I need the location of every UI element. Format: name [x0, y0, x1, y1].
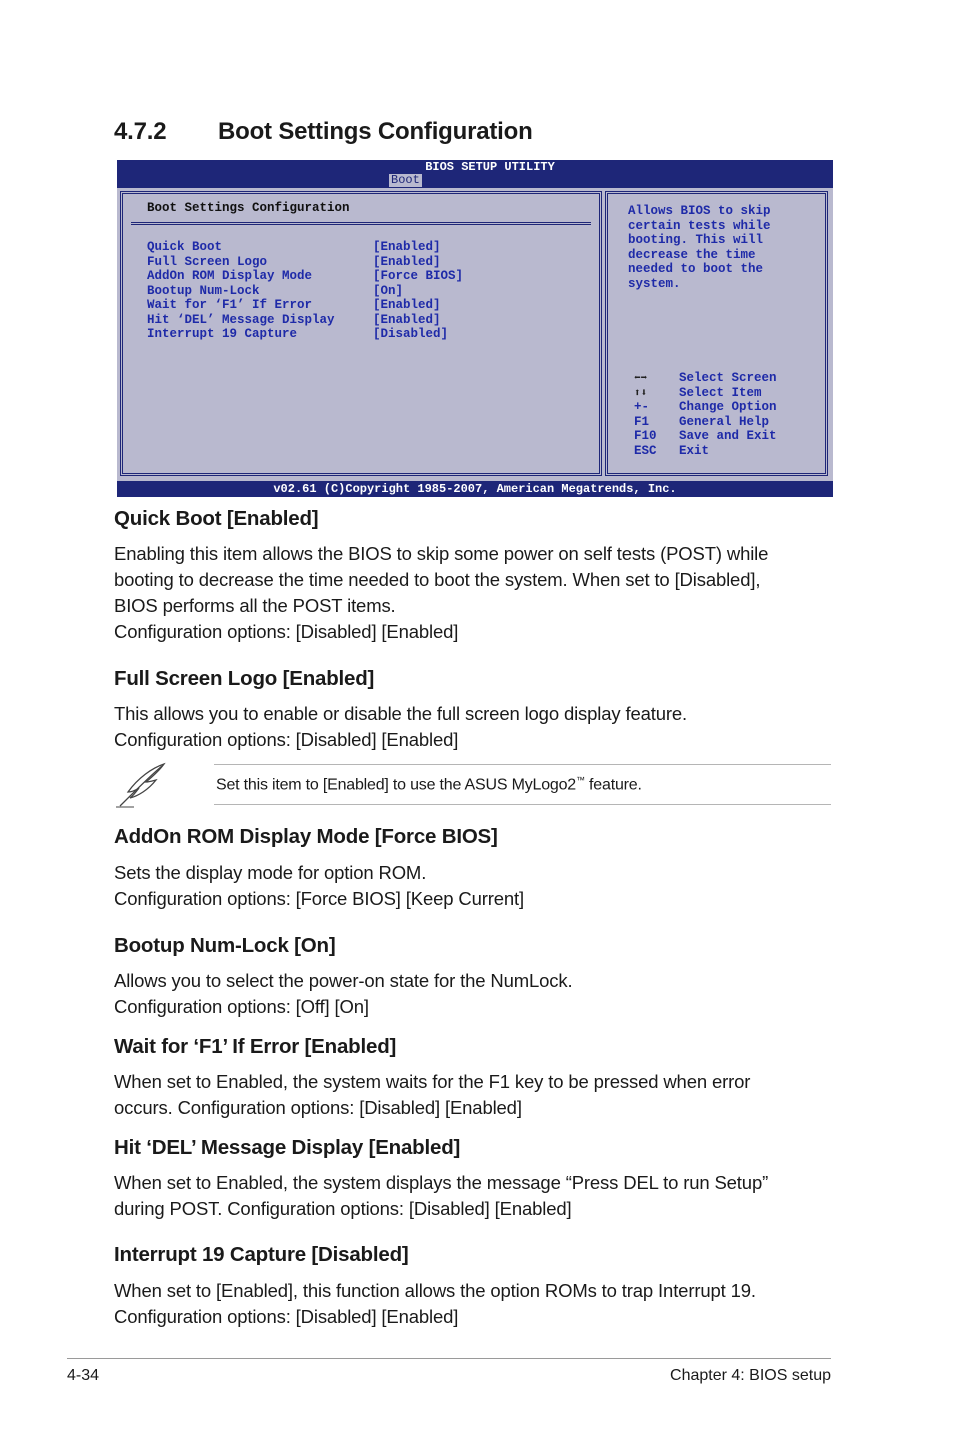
note-text-end: feature. — [584, 776, 642, 794]
up-down-arrows-icon: ⬆⬇ — [634, 385, 648, 399]
bios-key-row — [634, 400, 777, 415]
bios-body — [117, 188, 833, 481]
bios-key-row — [634, 429, 777, 444]
body-line: occurs. Configuration options: [Disabled] [Enabled] — [114, 1097, 522, 1118]
body-line: Sets the display mode for option ROM. — [114, 862, 427, 883]
note-rule-top — [214, 764, 831, 765]
bios-copyright: v02.61 (C)Copyright 1985-2007, American Megatrends, Inc. — [273, 482, 677, 496]
footer-rule — [67, 1358, 831, 1359]
bios-item-value: [Enabled] — [373, 254, 441, 269]
body-line: Enabling this item allows the BIOS to skip some power on self tests (POST) while — [114, 543, 769, 564]
bios-key: F1 — [634, 414, 650, 429]
chapter-label: Chapter 4: BIOS setup — [670, 1367, 831, 1384]
note-box — [114, 764, 831, 805]
item-heading-wait-for-f1: Wait for ‘F1’ If Error [Enabled] — [114, 1035, 397, 1058]
bios-key-action: Select Item — [679, 385, 762, 400]
item-body-wait-for-f1 — [114, 1069, 834, 1121]
bios-item-bootup-num-lock[interactable] — [147, 284, 463, 299]
body-line: When set to [Enabled], this function allows the option ROMs to trap Interrupt 19. — [114, 1280, 756, 1301]
item-body-bootup-num-lock — [114, 968, 834, 1020]
section-number: 4.7.2 — [114, 118, 167, 145]
body-line: booting to decrease the time needed to boot the system. When set to [Disabled], — [114, 569, 761, 590]
item-heading-interrupt-19: Interrupt 19 Capture [Disabled] — [114, 1243, 409, 1266]
bios-divider — [131, 222, 591, 225]
bios-item-hit-del-message[interactable] — [147, 313, 463, 328]
bios-item-label: Bootup Num-Lock — [147, 283, 260, 298]
bios-item-list — [147, 240, 463, 342]
bios-item-quick-boot[interactable] — [147, 240, 463, 255]
bios-item-full-screen-logo[interactable] — [147, 255, 463, 270]
bios-item-label: AddOn ROM Display Mode — [147, 269, 313, 283]
bios-item-value: [Disabled] — [373, 327, 449, 341]
item-heading-full-screen-logo: Full Screen Logo [Enabled] — [114, 667, 375, 690]
item-body-addon-rom — [114, 860, 834, 912]
section-title: Boot Settings Configuration — [218, 118, 533, 145]
body-line: Configuration options: [Disabled] [Enabled] — [114, 621, 459, 642]
bios-screenshot — [117, 160, 833, 497]
bios-key-action: Change Option — [679, 400, 777, 414]
bios-key: +- — [634, 400, 650, 414]
body-line: during POST. Configuration options: [Disabled] [Enabled] — [114, 1198, 572, 1219]
bios-item-label: Interrupt 19 Capture — [147, 327, 298, 341]
item-body-quick-boot — [114, 541, 834, 645]
bios-item-label: Quick Boot — [147, 240, 223, 254]
bios-key-row — [634, 415, 777, 430]
bios-key-action: Save and Exit — [679, 429, 777, 443]
item-heading-addon-rom: AddOn ROM Display Mode [Force BIOS] — [114, 825, 498, 848]
bios-tab-boot[interactable]: Boot — [391, 173, 420, 187]
bios-key-row — [634, 386, 777, 401]
note-rule-bottom — [214, 804, 831, 805]
bios-item-interrupt-19-capture[interactable] — [147, 327, 463, 342]
bios-key-row — [634, 444, 777, 459]
bios-item-label: Full Screen Logo — [147, 254, 268, 269]
section-heading — [114, 118, 533, 146]
bios-item-value: [Enabled] — [373, 240, 441, 254]
body-line: BIOS performs all the POST items. — [114, 595, 396, 616]
left-right-arrows-icon: ⬅➡ — [634, 371, 648, 384]
bios-item-wait-for-f1[interactable] — [147, 298, 463, 313]
bios-help-text: Allows BIOS to skip certain tests while booting. This will decrease the time needed to boot the system. — [628, 204, 771, 291]
bios-item-value: [On] — [373, 283, 404, 298]
item-heading-bootup-num-lock: Bootup Num-Lock [On] — [114, 934, 336, 957]
body-line: When set to Enabled, the system displays the message “Press DEL to run Setup” — [114, 1172, 769, 1193]
item-body-full-screen-logo — [114, 701, 834, 753]
bios-key-row — [634, 371, 777, 386]
bios-help-panel — [605, 191, 828, 476]
bios-key-action: Exit — [679, 443, 710, 458]
body-line: This allows you to enable or disable the full screen logo display feature. — [114, 703, 688, 724]
body-line: Configuration options: [Force BIOS] [Keep Current] — [114, 888, 524, 909]
bios-panel-header: Boot Settings Configuration — [147, 201, 350, 215]
item-heading-quick-boot: Quick Boot [Enabled] — [114, 507, 319, 530]
item-body-interrupt-19 — [114, 1278, 834, 1330]
bios-key-action: General Help — [679, 414, 770, 429]
item-body-hit-del — [114, 1170, 834, 1222]
bios-key: F10 — [634, 429, 657, 443]
bios-item-label: Hit ‘DEL’ Message Display — [147, 312, 335, 327]
bios-key: ESC — [634, 443, 657, 458]
bios-item-value: [Force BIOS] — [373, 269, 464, 283]
bios-settings-panel — [120, 191, 602, 476]
bios-key-action: Select Screen — [679, 371, 777, 385]
body-line: Allows you to select the power-on state for the NumLock. — [114, 970, 573, 991]
note-text — [216, 775, 642, 794]
feather-pen-icon — [114, 762, 170, 810]
bios-key-legend — [634, 371, 777, 458]
note-text-main: Set this item to [Enabled] to use the ASUS MyLogo2 — [216, 776, 576, 794]
bios-item-value: [Enabled] — [373, 312, 441, 327]
trademark-symbol: ™ — [576, 775, 585, 785]
item-heading-hit-del: Hit ‘DEL’ Message Display [Enabled] — [114, 1136, 461, 1159]
body-line: When set to Enabled, the system waits for the F1 key to be pressed when error — [114, 1071, 751, 1092]
bios-item-value: [Enabled] — [373, 298, 441, 312]
page-number: 4-34 — [67, 1367, 100, 1384]
body-line: Configuration options: [Disabled] [Enabled] — [114, 1306, 459, 1327]
body-line: Configuration options: [Off] [On] — [114, 996, 369, 1017]
body-line: Configuration options: [Disabled] [Enabled] — [114, 729, 459, 750]
bios-item-addon-rom-display-mode[interactable] — [147, 269, 463, 284]
bios-item-label: Wait for ‘F1’ If Error — [147, 298, 313, 312]
bios-title: BIOS SETUP UTILITY — [425, 160, 555, 174]
